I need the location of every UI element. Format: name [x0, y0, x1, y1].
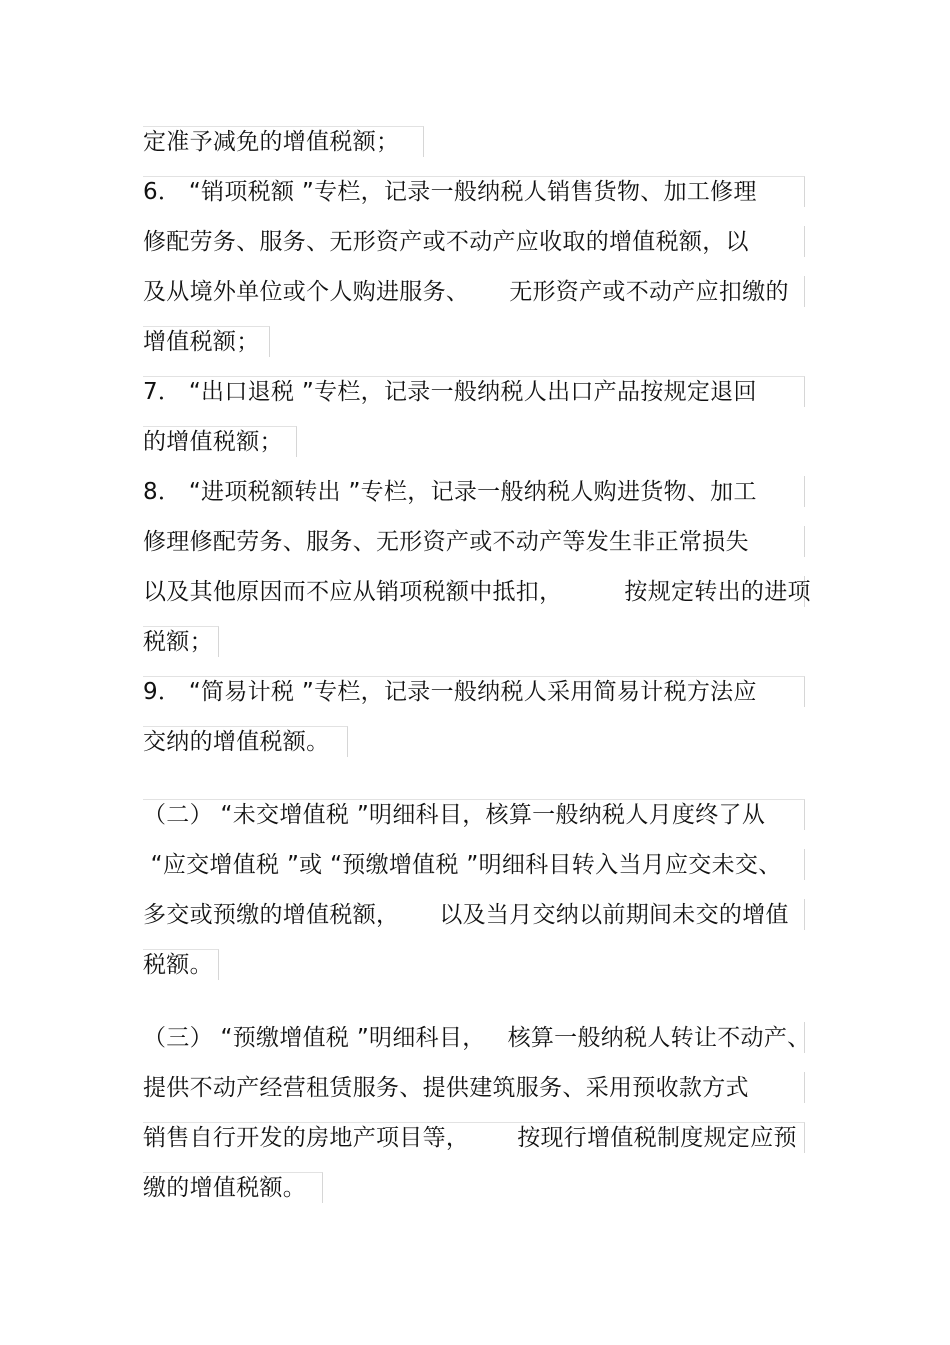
text-line: 的增值税额；: [143, 429, 283, 455]
text-line: 税额。: [143, 952, 213, 978]
line-frame: [804, 526, 805, 557]
text-line: 修理修配劳务、服务、无形资产或不动产等发生非正常损失: [143, 529, 749, 555]
line-frame: [804, 899, 805, 930]
text-line: 缴的增值税额。: [143, 1175, 307, 1201]
line-frame: [804, 1072, 805, 1103]
text-line: 增值税额；: [143, 329, 260, 355]
text-line: 提供不动产经营租赁服务、提供建筑服务、采用预收款方式: [143, 1075, 749, 1101]
text-line: 7． “出口退税 ”专栏，记录一般纳税人出口产品按规定退回: [143, 379, 757, 405]
text-line: 定准予减免的增值税额；: [143, 129, 400, 155]
text-line: （二） “未交增值税 ”明细科目，核算一般纳税人月度终了从: [143, 802, 766, 828]
text-line: （三） “预缴增值税 ”明细科目， 核算一般纳税人转让不动产、: [143, 1025, 811, 1051]
text-line: 多交或预缴的增值税额， 以及当月交纳以前期间未交的增值: [143, 902, 789, 928]
line-frame: [804, 276, 805, 307]
text-line: 销售自行开发的房地产项目等， 按现行增值税制度规定应预: [143, 1125, 797, 1151]
text-line: 交纳的增值税额。: [143, 729, 330, 755]
text-line: 9． “简易计税 ”专栏，记录一般纳税人采用简易计税方法应: [143, 679, 757, 705]
text-line: 8． “进项税额转出 ”专栏，记录一般纳税人购进货物、加工: [143, 479, 757, 505]
text-line: 修配劳务、服务、无形资产或不动产应收取的增值税额，以: [143, 229, 749, 255]
line-frame: [804, 849, 805, 880]
text-line: “应交增值税 ”或 “预缴增值税 ”明细科目转入当月应交未交、: [143, 852, 782, 878]
text-line: 税额；: [143, 629, 213, 655]
line-frame: [804, 226, 805, 257]
text-line: 及从境外单位或个人购进服务、 无形资产或不动产应扣缴的: [143, 279, 789, 305]
text-line: 6． “销项税额 ”专栏，记录一般纳税人销售货物、加工修理: [143, 179, 757, 205]
text-line: 以及其他原因而不应从销项税额中抵扣， 按规定转出的进项: [143, 579, 811, 605]
line-frame: [804, 476, 805, 507]
